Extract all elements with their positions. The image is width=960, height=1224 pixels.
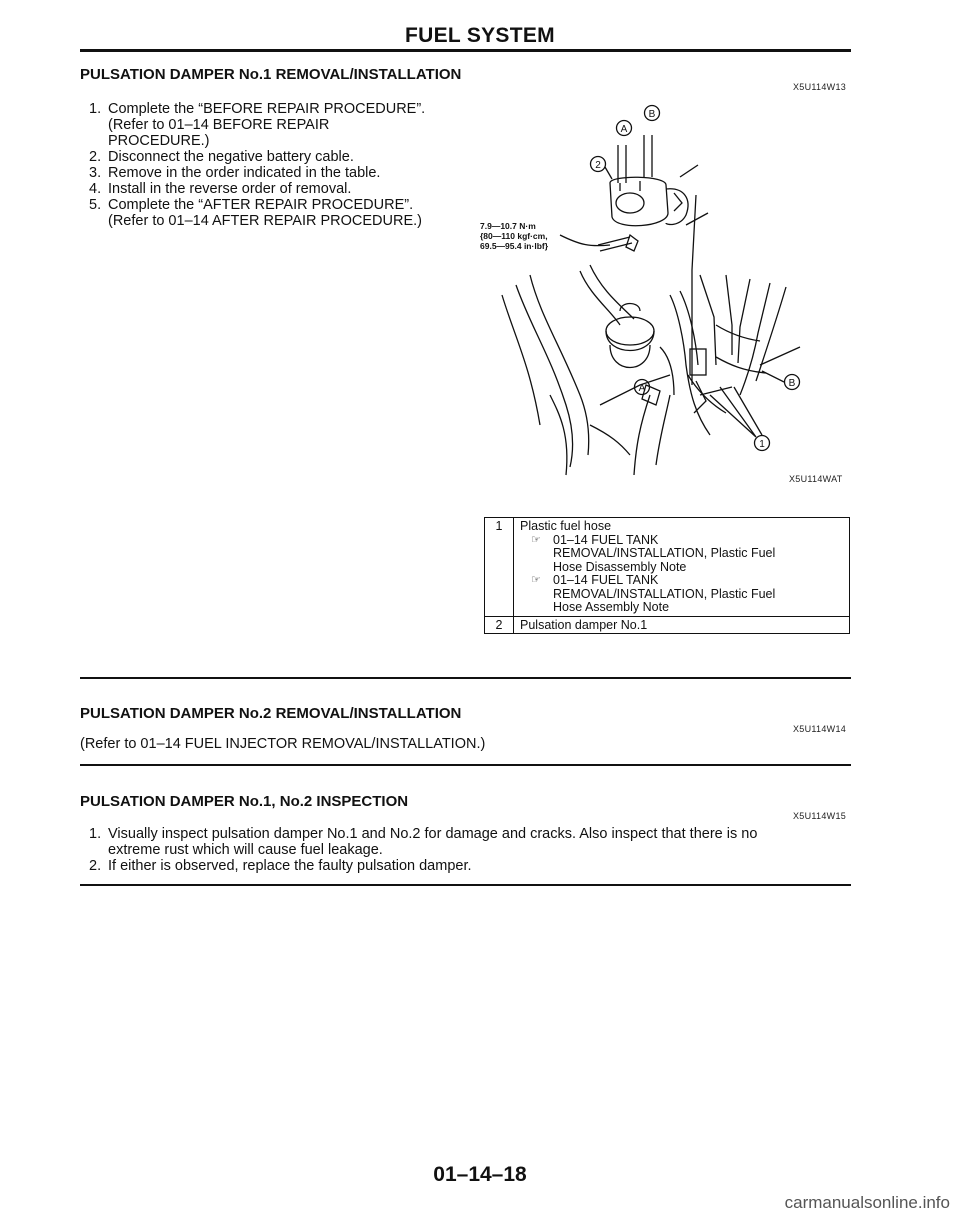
section2-code: X5U114W14 [793, 724, 847, 734]
pulsation-damper-illustration [470, 95, 860, 495]
page-number: 01–14–18 [433, 1163, 527, 1186]
header-rule [80, 49, 851, 52]
step-line: Complete the “BEFORE REPAIR PROCEDURE”. [108, 101, 426, 117]
step-line: If either is observed, replace the faulty pulsation damper. [108, 858, 472, 874]
step-line: Complete the “AFTER REPAIR PROCEDURE”. [108, 197, 414, 213]
reference-entry [520, 534, 845, 575]
section-divider [80, 884, 851, 886]
section2-title: PULSATION DAMPER No.2 REMOVAL/INSTALLATION [80, 705, 462, 722]
callout-label: B [648, 109, 656, 120]
step-line: extreme rust which will cause fuel leakage. [108, 842, 383, 858]
reference-line: Hose Assembly Note [553, 600, 670, 614]
table-cell-num: 1 [485, 518, 514, 617]
reference-line: 01–14 FUEL TANK [553, 532, 659, 547]
parts-table [484, 517, 850, 634]
section1-title: PULSATION DAMPER No.1 REMOVAL/INSTALLATION [80, 66, 462, 83]
section3-title: PULSATION DAMPER No.1, No.2 INSPECTION [80, 793, 409, 810]
section1-code: X5U114W13 [793, 82, 847, 92]
step-number: 2. [89, 858, 102, 874]
page-header-title: FUEL SYSTEM [405, 24, 555, 47]
step-line: Disconnect the negative battery cable. [108, 149, 354, 165]
table-cell-num: 2 [485, 616, 514, 634]
callout-b-low [762, 371, 800, 390]
step-line: Install in the reverse order of removal. [108, 181, 352, 197]
section-divider [80, 677, 851, 679]
section3-step [89, 826, 849, 858]
section1-step [89, 149, 469, 165]
step-line: (Refer to 01–14 AFTER REPAIR PROCEDURE.) [108, 213, 422, 229]
section2-text: (Refer to 01–14 FUEL INJECTOR REMOVAL/INSTALLATION.) [80, 736, 486, 752]
table-row [485, 616, 850, 634]
step-number: 1. [89, 826, 102, 842]
torque-spec-line: {80—110 kgf·cm, [480, 231, 548, 241]
torque-spec-line: 7.9—10.7 N·m [480, 221, 536, 231]
step-number: 2. [89, 149, 102, 165]
callout-a-top [617, 121, 632, 136]
reference-entry [520, 574, 845, 615]
table-cell-desc [514, 518, 850, 617]
section3-code: X5U114W15 [793, 811, 847, 821]
damper-drawing [560, 135, 708, 385]
torque-spec-line: 69.5—95.4 in·lbf} [480, 241, 549, 251]
section1-step [89, 181, 469, 197]
section1-step [89, 165, 469, 181]
figure-code: X5U114WAT [789, 474, 843, 484]
reference-hand-icon: ☞ [531, 574, 541, 586]
reference-line: 01–14 FUEL TANK [553, 573, 659, 587]
callout-label: B [788, 378, 796, 389]
callout-label: A [620, 124, 628, 135]
table-cell-desc: Pulsation damper No.1 [514, 616, 850, 634]
step-number: 5. [89, 197, 102, 213]
section3-steps [89, 826, 849, 874]
section1-step [89, 197, 469, 229]
reference-line: REMOVAL/INSTALLATION, Plastic Fuel [553, 546, 776, 560]
callout-2 [591, 157, 613, 180]
part-name: Plastic fuel hose [520, 519, 612, 533]
reference-line: REMOVAL/INSTALLATION, Plastic Fuel [553, 586, 776, 601]
section-divider [80, 764, 851, 766]
engine-bay-drawing [502, 265, 800, 475]
callout-label: A [638, 383, 646, 394]
section1-step [89, 101, 469, 149]
step-number: 1. [89, 101, 102, 117]
step-line: PROCEDURE.) [108, 133, 210, 149]
step-number: 4. [89, 181, 102, 197]
reference-line: Hose Disassembly Note [553, 559, 687, 574]
watermark: carmanualsonline.info [784, 1193, 950, 1212]
callout-label: 1 [759, 439, 765, 450]
table-row [485, 518, 850, 617]
section1-steps [89, 101, 469, 229]
step-number: 3. [89, 165, 102, 181]
callout-label: 2 [595, 160, 601, 171]
section3-step [89, 858, 849, 874]
reference-hand-icon: ☞ [531, 533, 541, 546]
callout-b-top [645, 106, 660, 121]
step-line: Visually inspect pulsation damper No.1 and No.2 for damage and cracks. Also inspect that there is no [108, 826, 758, 842]
step-line: Remove in the order indicated in the table. [108, 165, 381, 181]
step-line: (Refer to 01–14 BEFORE REPAIR [108, 117, 330, 133]
